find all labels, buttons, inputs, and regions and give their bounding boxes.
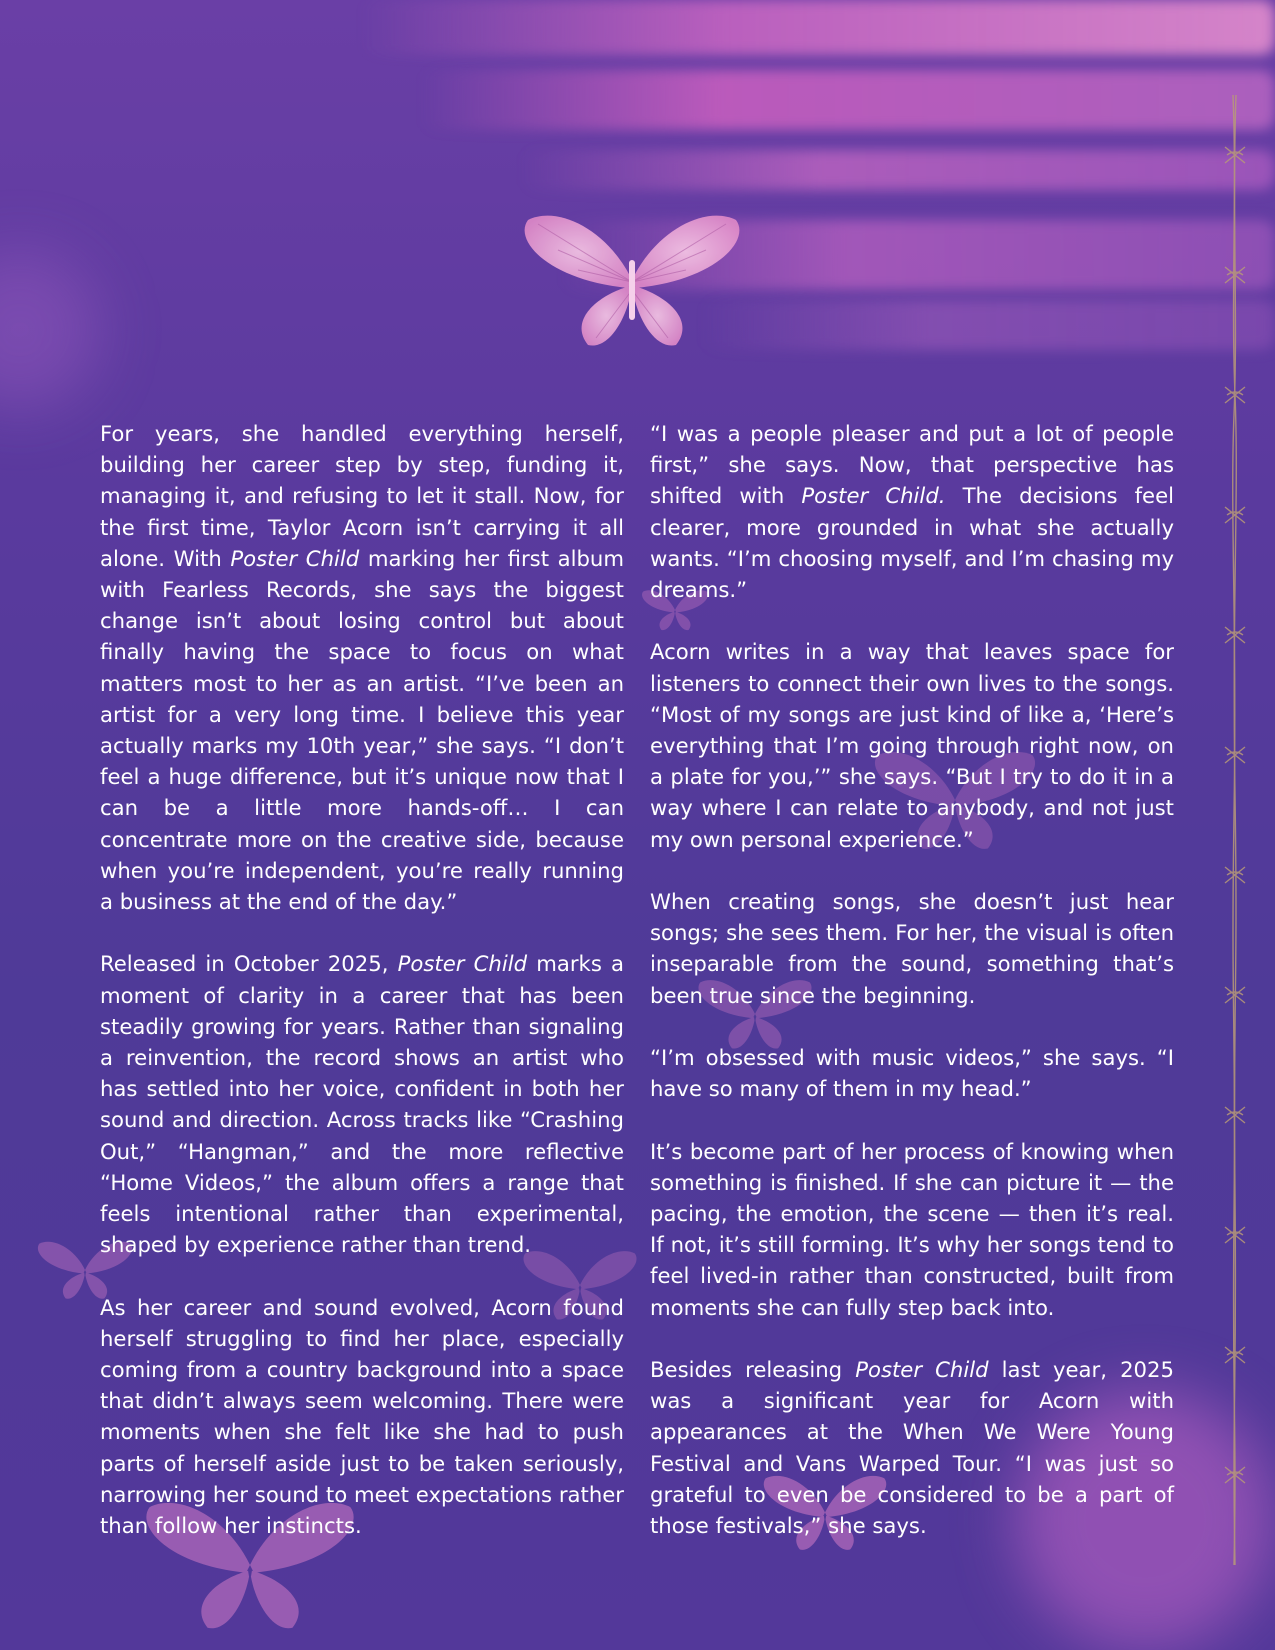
text-run: last year, 2025 was a significant year for Acorn with appearances at the When We Were Young Festival and Vans Warped Tour. “I was just so grateful to even be considered to be a part of those festivals,” she says. bbox=[650, 1357, 1174, 1539]
album-title: Poster Child bbox=[230, 545, 360, 571]
text-run: Released in October 2025, bbox=[100, 951, 398, 977]
album-title: Poster Child bbox=[855, 1357, 989, 1383]
text-run: Besides releasing bbox=[650, 1357, 856, 1383]
text-run: The decisions feel clearer, more grounded in what she actually wants. “I’m choosing myself, and I’m chasing my dreams.” bbox=[650, 483, 1175, 603]
text-run: marks a moment of clarity in a career that has been steadily growing for years. Rather than signaling a reinvention, the record shows an artist who has settled into her voice, confident in both her sound and direction. Across tracks like “Crashing Out,” “Hangman,” and the more reflective “Home Videos,” the album offers a range that feels intentional rather than experimental, shaped by experience rather than trend. bbox=[100, 951, 624, 1258]
article-paragraph bbox=[650, 1354, 1174, 1541]
text-run: For years, she handled everything herself, building her career step by step, funding it, managing it, and refusing to let it stall. Now, for the first time, Taylor Acorn isn’t carrying it all alone. With bbox=[100, 421, 624, 571]
text-run: “I was a people pleaser and put a lot of people first,” she says. Now, that perspective has shifted with bbox=[650, 421, 1174, 509]
butterfly-icon bbox=[518, 210, 746, 350]
pink-band bbox=[360, 0, 1275, 55]
text-run: It’s become part of her process of knowing when something is finished. If she can picture it — the pacing, the emotion, the scene — then it’s real. If not, it’s still forming. It’s why her songs tend to feel lived-in rather than constructed, built from moments she can fully step back into. bbox=[650, 1138, 1174, 1320]
pink-band bbox=[420, 70, 1275, 130]
text-run: Acorn writes in a way that leaves space for listeners to connect their own lives to the songs. “Most of my songs are just kind of like a, ‘Here’s everything that I’m going through right now, on a plate for you,’” she says. “But I try to do it in a way where I can relate to anybody, and not just my own personal experience.” bbox=[650, 639, 1174, 852]
text-run: “I’m obsessed with music videos,” she says. “I have so many of them in my head.” bbox=[650, 1045, 1174, 1102]
article-paragraph bbox=[100, 948, 624, 1260]
album-title: Poster Child bbox=[397, 951, 528, 977]
article-paragraph bbox=[100, 1292, 624, 1542]
text-run: As her career and sound evolved, Acorn found herself struggling to find her place, especially coming from a country background into a space that didn’t always seem welcoming. There were moments when she felt like she had to push parts of herself aside just to be taken seriously, narrowing her sound to meet expectations rather than follow her instincts. bbox=[100, 1294, 624, 1539]
article-paragraph bbox=[650, 636, 1174, 854]
article-paragraph bbox=[650, 1136, 1174, 1323]
article-column-left bbox=[100, 418, 624, 1572]
article-paragraph bbox=[650, 418, 1174, 605]
side-glow bbox=[0, 250, 100, 410]
article-paragraph bbox=[650, 886, 1174, 1011]
barbed-wire-icon bbox=[1223, 95, 1247, 1565]
text-run: When creating songs, she doesn’t just hear songs; she sees them. For her, the visual is often inseparable from the sound, something that’s been true since the beginning. bbox=[650, 889, 1174, 1008]
album-title: Poster Child. bbox=[801, 483, 946, 509]
pink-band bbox=[520, 150, 1275, 190]
text-run: marking her first album with Fearless Records, she says the biggest change isn’t about losing control but about finally having the space to focus on what matters most to her as an artist. “I’ve been an artist for a very long time. I believe this year actually marks my 10th year,” she says. “I don’t feel a huge difference, but it’s unique now that I can be a little more hands-off… I can concentrate more on the creative side, because when you’re independent, you’re really running a business at the end of the day.” bbox=[100, 545, 625, 915]
article-paragraph bbox=[100, 418, 624, 917]
pink-band bbox=[700, 300, 1275, 350]
article-paragraph bbox=[650, 1042, 1174, 1104]
article-column-right bbox=[650, 418, 1174, 1572]
